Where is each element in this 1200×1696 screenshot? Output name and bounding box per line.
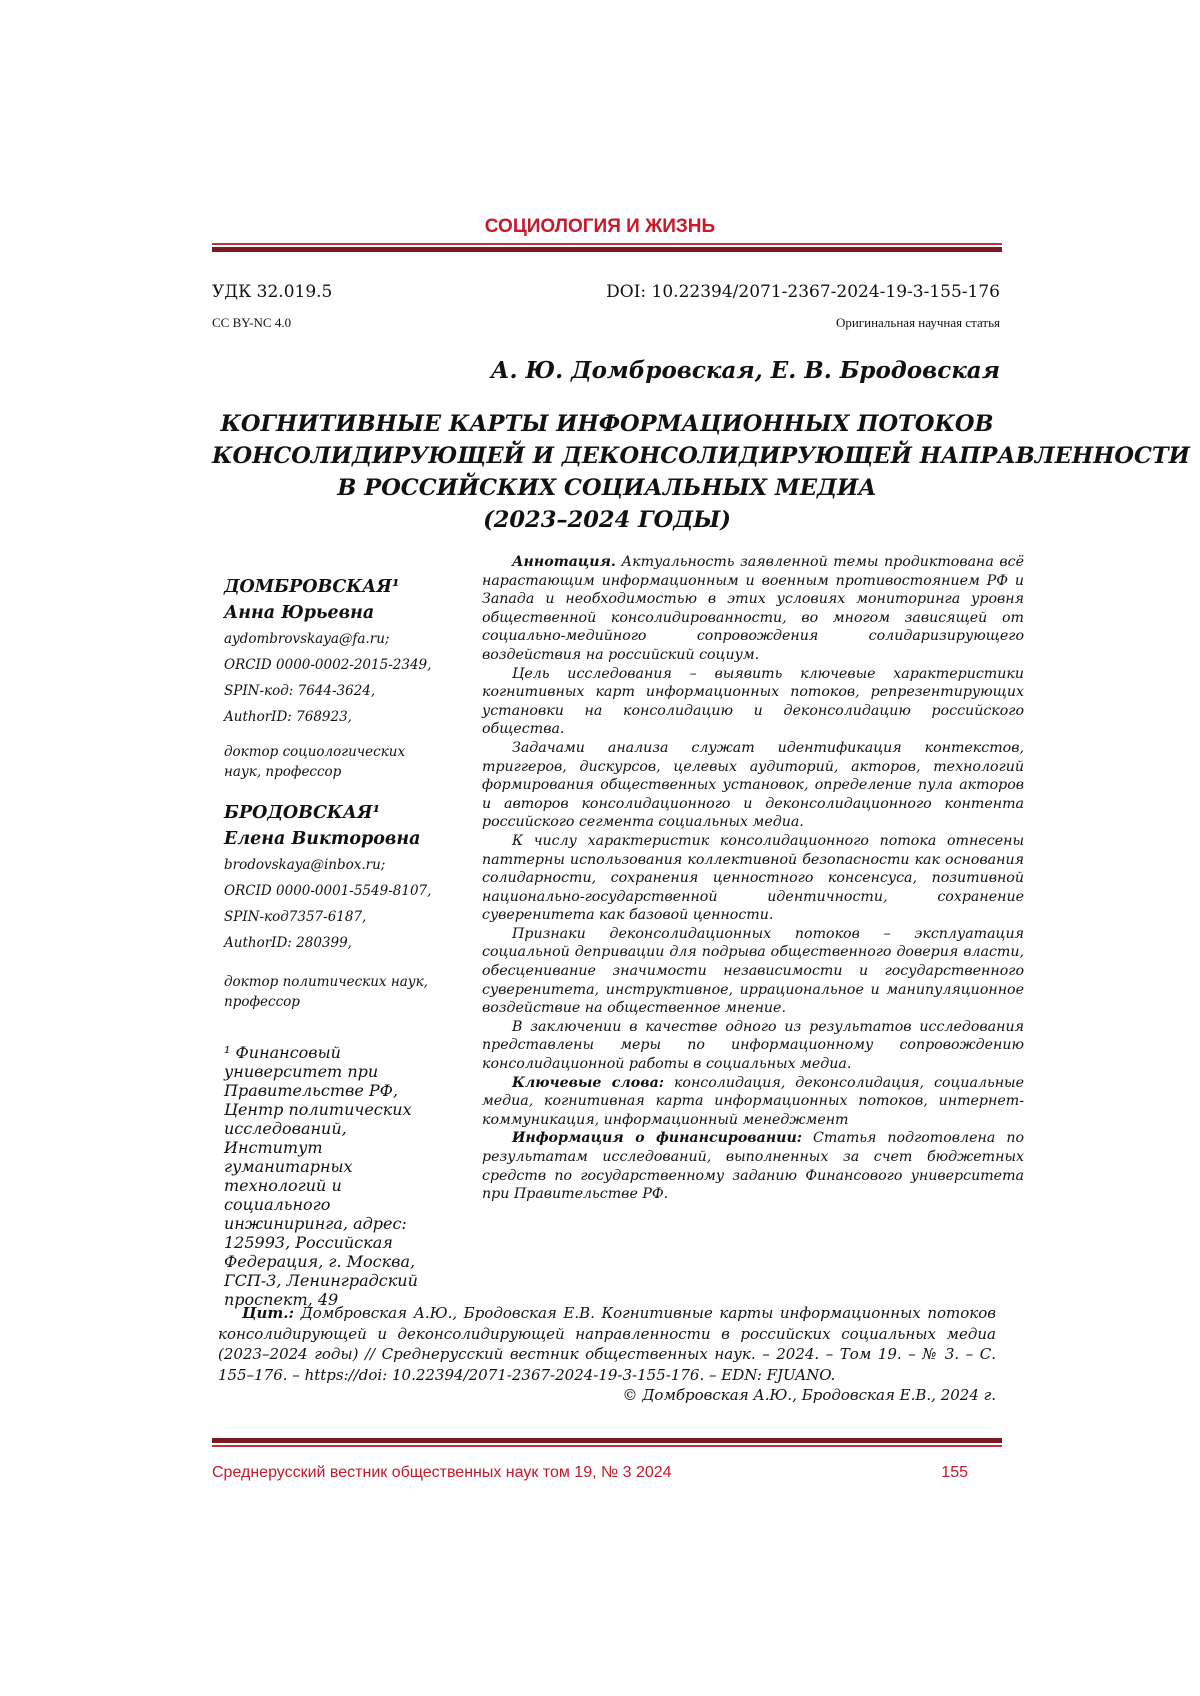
page-number: 155 (941, 1464, 968, 1481)
author-email: aydombrovskaya@fa.ru; (224, 631, 390, 647)
doi: DOI: 10.22394/2071-2367-2024-19-3-155-176 (606, 282, 1000, 302)
keywords-paragraph (482, 1074, 1024, 1130)
copyright: © Домбровская А.Ю., Бродовская Е.В., 2024 г. (622, 1386, 996, 1404)
author-card-1 (224, 574, 432, 782)
author-surname: ДОМБРОВСКАЯ¹ (224, 577, 400, 597)
author-given-name: Анна Юрьевна (224, 603, 375, 623)
author-email: brodovskaya@inbox.ru; (224, 857, 386, 873)
author-spin: SPIN-код7357-6187, (224, 909, 367, 925)
citation-label: Цит.: (242, 1304, 295, 1322)
footer-journal: Среднерусский вестник общественных наук том 19, № 3 2024 (212, 1464, 672, 1481)
title-line: В РОССИЙСКИХ СОЦИАЛЬНЫХ МЕДИА (337, 475, 877, 501)
section-title: СОЦИОЛОГИЯ И ЖИЗНЬ (484, 216, 716, 237)
keywords-text: консолидация, деконсолидация, социальные медиа, когнитивная карта информационных потоков, интернет-коммуникация, информационный менеджмент (482, 1074, 1024, 1128)
author-degree: доктор политических наук, профессор (224, 974, 428, 1010)
abstract-column (482, 553, 1024, 1204)
license: CC BY-NC 4.0 (212, 315, 292, 330)
author-spin: SPIN-код: 7644-3624, (224, 683, 376, 699)
author-degree: доктор социологических наук, профессор (224, 744, 406, 780)
author-authorid: AuthorID: 280399, (224, 935, 352, 951)
author-orcid: ORCID 0000-0001-5549-8107, (224, 883, 432, 899)
abstract-paragraph (482, 553, 1024, 665)
abstract-paragraph: В заключении в качестве одного из результатов исследования представлены меры по информационному сопровождению консолидационной работы в социальных медиа. (482, 1018, 1024, 1073)
authors-line: А. Ю. Домбровская, Е. В. Бродовская (490, 357, 1000, 384)
header-rule-thin (212, 243, 1002, 245)
footer-rule-thin (212, 1445, 1002, 1447)
citation-text: Домбровская А.Ю., Бродовская Е.В. Когнитивные карты информационных потоков консолидирующей и деконсолидирующей направленности в российских социальных медиа (2023–2024 годы) // Среднерусский вестник общественных наук. – 2024. – Том 19. – № 3. – С. 155–176. – https://doi: 10.22394/2071-2367-2024-19-3-155-176. – EDN: FJUANO. (218, 1304, 996, 1384)
footer-rule-thick (212, 1438, 1002, 1443)
funding-text: Статья подготовлена по результатам исследований, выполненных за счет бюджетных средств по государственному заданию Финансового университета при Правительстве РФ. (482, 1130, 1024, 1203)
abstract-paragraph: Признаки деконсолидационных потоков – эксплуатация социальной депривации для подрыва общественного доверия власти, обесценивание значимости независимости и государственного суверенитета, инструктивное, иррациональное и манипуляционное воздействие на общественное мнение. (482, 925, 1024, 1017)
title-line: КОГНИТИВНЫЕ КАРТЫ ИНФОРМАЦИОННЫХ ПОТОКОВ (220, 411, 994, 437)
abstract-paragraph: Цель исследования – выявить ключевые характеристики когнитивных карт информационных потоков, репрезентирующих установки на консолидацию и деконсолидацию российского общества. (482, 665, 1024, 738)
title-line: КОНСОЛИДИРУЮЩЕЙ И ДЕКОНСОЛИДИРУЮЩЕЙ НАПРАВЛЕННОСТИ (212, 443, 1190, 469)
article-title (212, 408, 1190, 536)
header-rule-thick (212, 247, 1002, 252)
funding-label: Информация о финансировании: (512, 1130, 803, 1147)
author-surname: БРОДОВСКАЯ¹ (224, 803, 381, 823)
author-card-2 (224, 800, 432, 1012)
title-line: (2023–2024 ГОДЫ) (483, 507, 731, 533)
abstract-paragraph: К числу характеристик консолидационного потока отнесены паттерны использования коллективной безопасности как основания солидарности, сохранения ценностного консенсуса, позитивной национально-государственной идентичности, сохранение суверенитета как базовой ценности. (482, 832, 1024, 924)
funding-paragraph (482, 1129, 1024, 1203)
article-type: Оригинальная научная статья (835, 315, 1000, 330)
abstract-paragraph: Задачами анализа служат идентификация контекстов, триггеров, дискурсов, целевых аудиторий, акторов, технологий формирования общественных установок, определение пула акторов и авторов консолидационного и деконсолидационного контента российского сегмента социальных медиа. (482, 739, 1024, 831)
abstract-label: Аннотация. (512, 554, 616, 570)
author-orcid: ORCID 0000-0002-2015-2349, (224, 657, 432, 673)
udk-code: УДК 32.019.5 (212, 282, 333, 302)
keywords-label: Ключевые слова: (512, 1074, 665, 1091)
abstract-text: Актуальность заявленной темы продиктована всё нарастающим информационным и военным противостоянием РФ и Запада и необходимостью в этих условиях мониторинга уровня общественной консолидированности, во многом зависящей от социально-медийного сопровождения солидаризирующего воздействия на российский социум. (482, 554, 1024, 663)
affiliation: ¹ Финансовый университет при Правительстве РФ, Центр политических исследований, Институт гуманитарных технологий и социального инжиниринга, адрес: 125993, Российская Федерация, г. Москва, ГСП-3, Ленинградский проспект, 49 (224, 1043, 418, 1309)
author-authorid: AuthorID: 768923, (224, 709, 352, 725)
citation (218, 1303, 996, 1385)
author-given-name: Елена Викторовна (224, 829, 421, 849)
